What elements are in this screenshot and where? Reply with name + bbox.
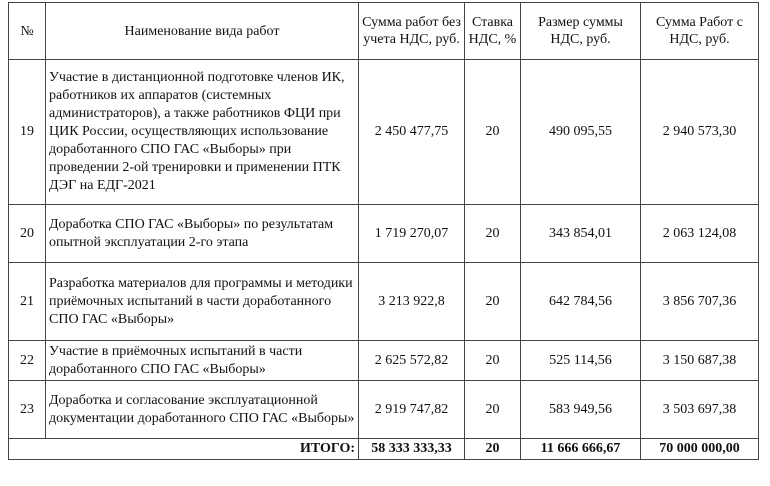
row-num: 21 [9,263,46,341]
row-rate: 20 [465,60,521,205]
row-sum: 2 450 477,75 [359,60,465,205]
row-vat: 642 784,56 [521,263,641,341]
row-num: 22 [9,341,46,381]
total-rate: 20 [465,439,521,460]
row-name: Доработка СПО ГАС «Выборы» по результатам опытной эксплуатации 2-го этапа [46,205,359,263]
row-total: 3 503 697,38 [641,381,759,439]
header-num: № [9,3,46,60]
table-row [9,381,759,439]
row-num: 20 [9,205,46,263]
row-num: 19 [9,60,46,205]
row-vat: 490 095,55 [521,60,641,205]
total-row [9,439,759,460]
row-name: Доработка и согласование эксплуатационной документации доработанного СПО ГАС «Выборы» [46,381,359,439]
row-rate: 20 [465,341,521,381]
header-vat: Размер суммы НДС, руб. [521,3,641,60]
row-rate: 20 [465,205,521,263]
row-sum: 3 213 922,8 [359,263,465,341]
row-vat: 343 854,01 [521,205,641,263]
header-name: Наименование вида работ [46,3,359,60]
row-name: Участие в приёмочных испытаний в части доработанного СПО ГАС «Выборы» [46,341,359,381]
row-rate: 20 [465,263,521,341]
row-sum: 2 919 747,82 [359,381,465,439]
row-rate: 20 [465,381,521,439]
header-total: Сумма Работ с НДС, руб. [641,3,759,60]
table-row [9,205,759,263]
total-vat: 11 666 666,67 [521,439,641,460]
row-total: 3 150 687,38 [641,341,759,381]
table-row [9,60,759,205]
row-name: Участие в дистанционной подготовке членов ИК, работников их аппаратов (системных администраторов), а также работников ФЦИ при ЦИК России, осуществляющих использование доработанного СПО ГАС «Выборы» при проведении 2-ой тренировки и применении ПТК ДЭГ на ЕДГ-2021 [46,60,359,205]
table-header-row [9,3,759,60]
row-vat: 525 114,56 [521,341,641,381]
row-total: 3 856 707,36 [641,263,759,341]
total-total: 70 000 000,00 [641,439,759,460]
row-sum: 2 625 572,82 [359,341,465,381]
row-sum: 1 719 270,07 [359,205,465,263]
row-total: 2 063 124,08 [641,205,759,263]
total-label: ИТОГО: [9,439,359,460]
table-row [9,341,759,381]
works-table [8,2,759,460]
table-row [9,263,759,341]
row-vat: 583 949,56 [521,381,641,439]
row-name: Разработка материалов для программы и методики приёмочных испытаний в части доработанного СПО ГАС «Выборы» [46,263,359,341]
total-sum: 58 333 333,33 [359,439,465,460]
header-rate: Ставка НДС, % [465,3,521,60]
header-sum: Сумма работ без учета НДС, руб. [359,3,465,60]
row-num: 23 [9,381,46,439]
row-total: 2 940 573,30 [641,60,759,205]
